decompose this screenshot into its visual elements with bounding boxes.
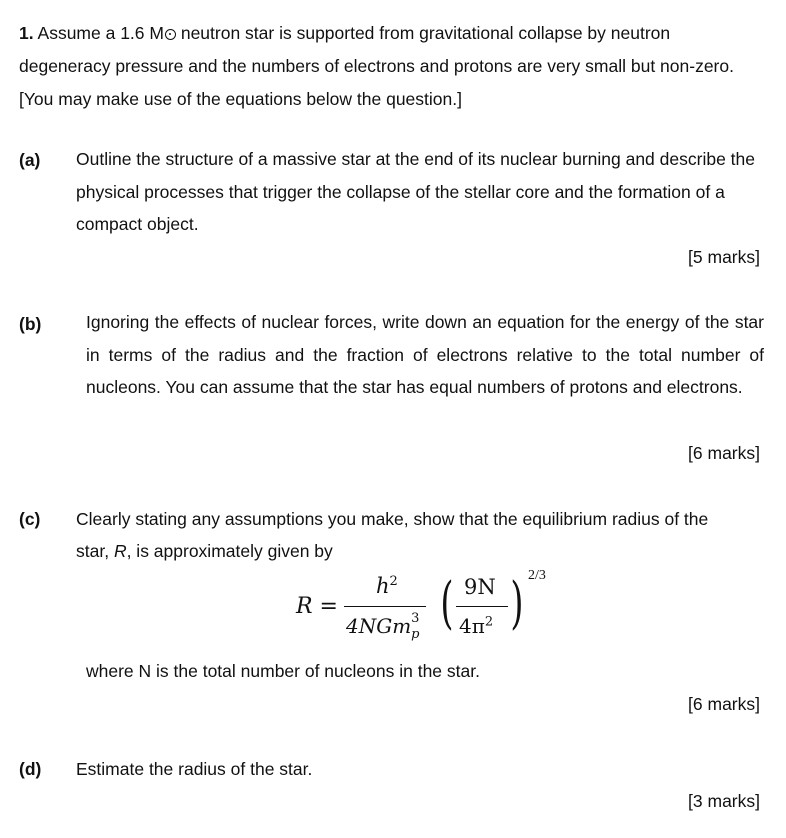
part-c-after-equation: where N is the total number of nucleons in the star.: [86, 661, 480, 681]
part-b-label: (b): [19, 314, 42, 334]
radius-equation: [296, 570, 566, 645]
part-a-label: (a): [19, 150, 41, 170]
equation-denominator-1: 4NGm 3 p: [346, 611, 420, 642]
question-intro-text-b: neutron star is supported from gravitational collapse by neutron degeneracy pressure and the numbers of electrons and protons are very small but non-zero. [You may make use of the equations below the question.]: [19, 23, 734, 109]
part-d-marks: [3 marks]: [688, 791, 760, 811]
part-c-text-line2-a: star,: [76, 541, 114, 561]
equation-numerator-1: $h^2$: [376, 574, 398, 598]
part-c-text-line2: [76, 541, 333, 562]
equation-numerator-2: 9N: [464, 575, 496, 599]
part-c-text-line1: Clearly stating any assumptions you make, show that the equilibrium radius of the: [76, 509, 709, 529]
left-paren: (: [440, 571, 454, 636]
equation-exponent: 2/3: [528, 568, 546, 583]
fraction-bar-1: [344, 606, 426, 607]
part-c-marks: [6 marks]: [688, 694, 760, 714]
part-c-text-line2-b: , is approximately given by: [126, 541, 333, 561]
solar-mass-symbol-icon: [165, 29, 176, 40]
question-intro: [19, 17, 764, 116]
question-number: 1.: [19, 23, 34, 43]
fraction-bar-2: [456, 606, 508, 607]
part-b-marks: [6 marks]: [688, 443, 760, 463]
part-d-label: (d): [19, 759, 42, 779]
question-intro-text-a: Assume a 1.6 M: [37, 23, 164, 43]
equation-lhs: R =: [296, 594, 338, 619]
right-paren: ): [510, 571, 524, 636]
part-b-text: Ignoring the effects of nuclear forces, write down an equation for the energy of the star in terms of the radius and the fraction of electrons relative to the total number of nucleons. You can assume that the star has equal numbers of protons and electrons.: [86, 312, 764, 397]
part-a-marks: [5 marks]: [688, 247, 760, 267]
part-a-text: Outline the structure of a massive star at the end of its nuclear burning and describe the physical processes that trigger the collapse of the stellar core and the formation of a compact object.: [76, 149, 755, 234]
radius-variable: R: [113, 541, 127, 561]
part-c-label: (c): [19, 509, 41, 529]
part-d-text: Estimate the radius of the star.: [76, 759, 313, 779]
equation-denominator-2: $4\pi^2$: [459, 614, 494, 638]
